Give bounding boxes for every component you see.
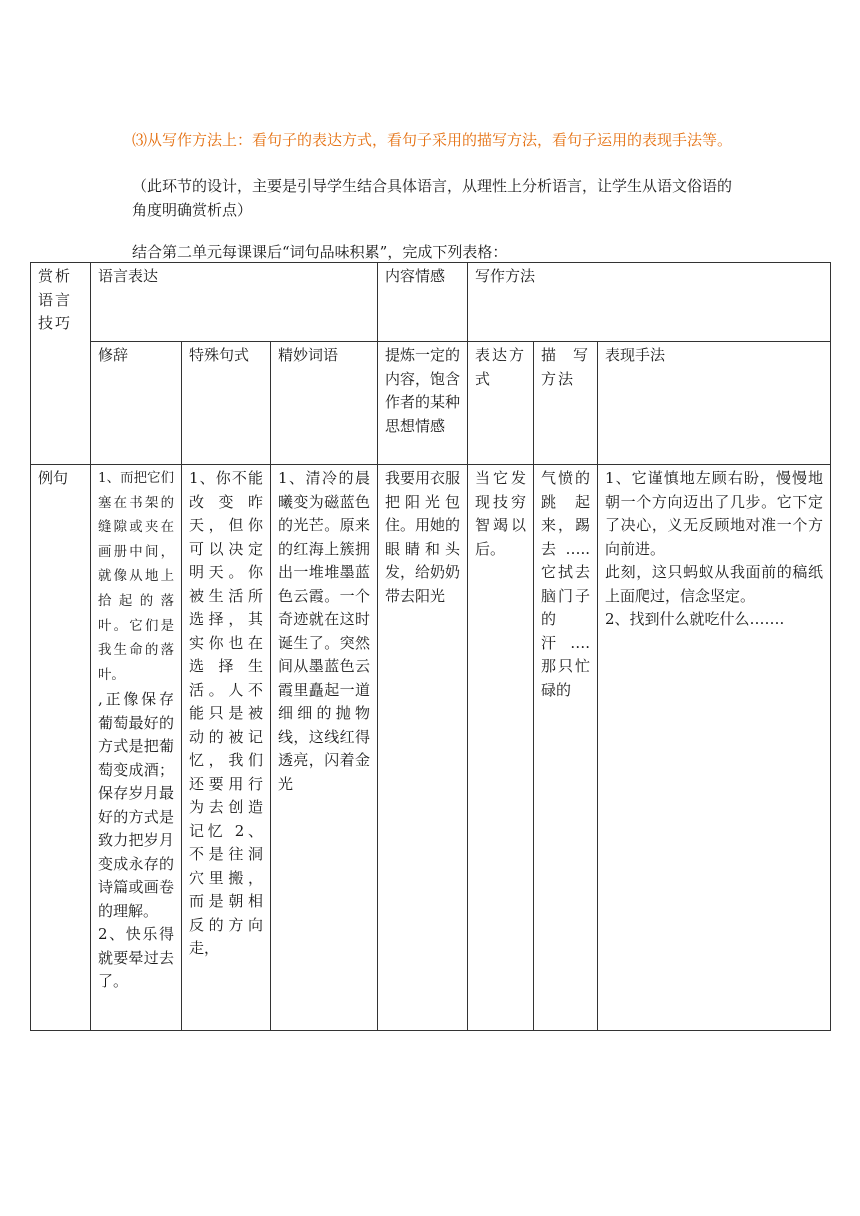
table-instruction: 结合第二单元每课课后“词句品味积累”，完成下列表格：: [132, 243, 508, 261]
example-description-cell: 气愤的跳起来，踢去…..它拭去脑门子的汗….那只忙碌的: [534, 465, 598, 1031]
example-technique-text-2: 此刻，这只蚂蚁从我面前的稿纸上面爬过，信念坚定。: [605, 563, 824, 605]
table-header-row: [31, 263, 831, 342]
example-row: [31, 465, 831, 1031]
example-technique-text-1: 1、它谨慎地左顾右盼，慢慢地朝一个方向迈出了几步。它下定了决心，义无反顾地对准一个方向前进。: [605, 469, 824, 558]
table-subheader-row: [31, 342, 831, 465]
example-rhetoric-text-2: ,正像保存葡萄最好的方式是把葡萄变成酒；保存岁月最好的方式是致力把岁月变成永存的诗篇或画卷的理解。: [98, 690, 174, 920]
example-expression-cell: 当它发现技穷智竭以后。: [468, 465, 534, 1031]
method-paragraph: ⑶从写作方法上：看句子的表达方式，看句子采用的描写方法，看句子运用的表现手法等。: [132, 131, 733, 149]
example-label-cell: 例句: [31, 465, 91, 1031]
example-technique-cell: [598, 465, 831, 1031]
sub-sentence-header: 特殊句式: [182, 342, 271, 465]
sub-rhetoric-header: 修辞: [91, 342, 182, 465]
design-note-paragraph: （此环节的设计，主要是引导学生结合具体语言，从理性上分析语言，让学生从语文俗语的角度明确赏析点）: [132, 177, 733, 219]
language-analysis-table: [30, 262, 831, 1031]
sub-words-header: 精妙词语: [271, 342, 378, 465]
example-sentence-cell: 1、你不能改变昨天，但你可以决定明天。你被生活所选择，其实你也在选择生活。人不能只是被动的被记忆，我们还要用行为去创造记忆 2、不是往洞穴里搬，而是朝相反的方向走，: [182, 465, 271, 1031]
example-technique-text-3: 2、找到什么就吃什么…….: [605, 610, 785, 628]
example-words-cell: 1、清冷的晨曦变为磁蓝色的光芒。原来的红海上簇拥出一堆堆墨蓝色云霞。一个奇迹就在这时诞生了。突然间从墨蓝色云霞里矗起一道细细的抛物线，这线红得透亮，闪着金光: [271, 465, 378, 1031]
col-content-header: 内容情感: [378, 263, 468, 342]
sub-technique-header: 表现手法: [598, 342, 831, 465]
row-header-cell: 赏析语言技巧: [31, 263, 91, 465]
example-rhetoric-text-1: 1、而把它们塞在书架的缝隙或夹在画册中间，就像从地上拾起的落叶。它们是我生命的落叶。: [98, 471, 174, 683]
col-method-header: 写作方法: [468, 263, 831, 342]
sub-content-header: 提炼一定的内容，饱含作者的某种思想情感: [378, 342, 468, 465]
sub-expression-header: 表达方式: [468, 342, 534, 465]
example-content-cell: 我要用衣服把阳光包住。用她的眼睛和头发，给奶奶带去阳光: [378, 465, 468, 1031]
sub-description-header: 描写方法: [534, 342, 598, 465]
col-language-header: 语言表达: [91, 263, 378, 342]
example-rhetoric-cell: [91, 465, 182, 1031]
example-rhetoric-text-3: 2、快乐得就要晕过去了。: [98, 925, 174, 991]
